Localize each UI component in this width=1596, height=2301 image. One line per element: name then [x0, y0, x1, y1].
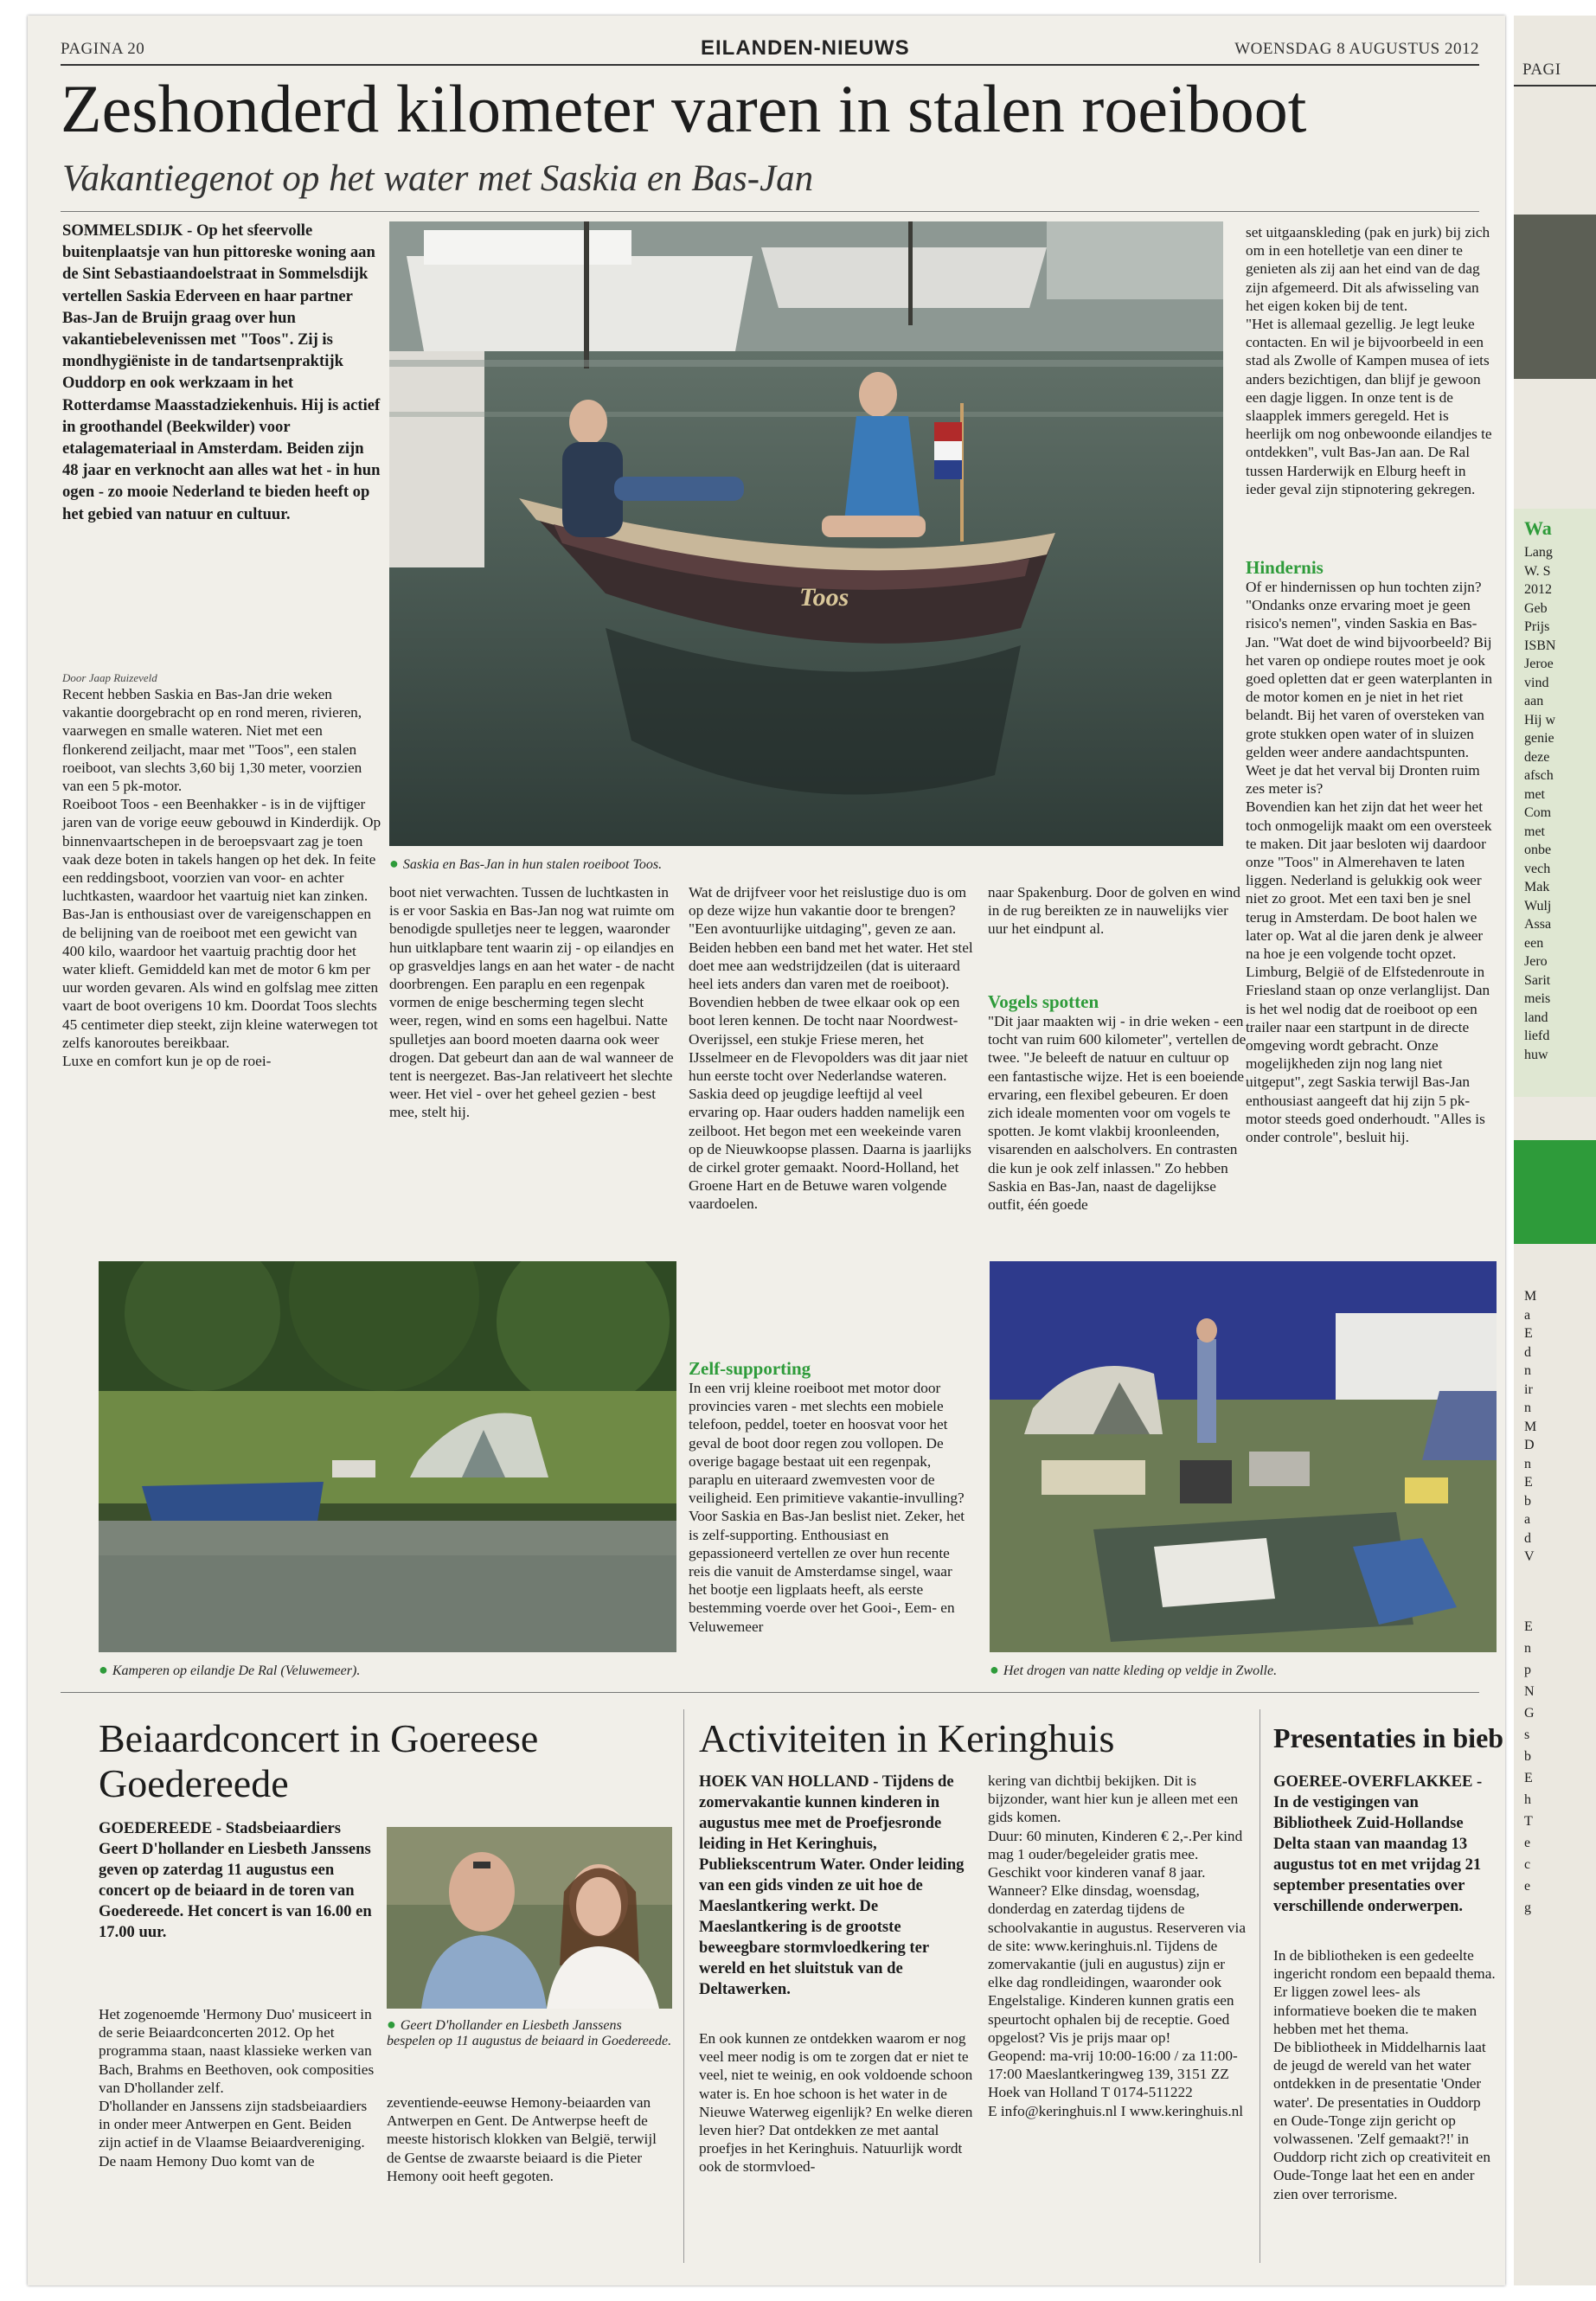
next-page-fragment: huw	[1524, 1047, 1548, 1062]
body-col4: naar Spakenburg. Door de golven en wind in de rug bereikten ze in nauwelijks vier uur het eindpunt al.	[988, 884, 1240, 938]
next-page-fragment: Jeroe	[1524, 657, 1554, 671]
next-page-fragment: s	[1524, 1727, 1530, 1742]
next-page-fragment: a	[1524, 1512, 1531, 1527]
next-page-fragment: ir	[1524, 1381, 1533, 1397]
next-page-fragment: Com	[1524, 805, 1552, 820]
next-page-photo	[1514, 215, 1596, 379]
drying-photo	[990, 1261, 1497, 1652]
bieb-title: Presentaties in bieb	[1273, 1722, 1504, 1753]
next-page-fragment: N	[1524, 1684, 1535, 1699]
caption-drying-text: Het drogen van natte kleding op veldje in Zwolle.	[1003, 1663, 1278, 1678]
body-col4b: "Dit jaar maakten wij - in drie weken - een tocht van ruim 600 kilometer", vertellen de twee. "Je beleeft de natuur en cultuur op een fantastische wijze. Het is een boeiende ervaring, een flexibel gebeuren. Er doen zich ideale momenten voor om vogels te spotten. Je komt vlakbij kroonleenden, visarenden en aalscholvers. En contrasten die kun je ook zelf inlassen." Zo hebben Saskia en Bas-Jan, naast de dagelijkse outfit, één goede	[988, 1013, 1247, 1214]
next-page-fragment: e	[1524, 1879, 1531, 1894]
next-page-fragment: aan	[1524, 694, 1544, 708]
next-page-fragment: afsch	[1524, 768, 1554, 783]
issue-date: WOENSDAG 8 AUGUSTUS 2012	[1234, 40, 1479, 58]
next-page-fragment: c	[1524, 1857, 1531, 1872]
keringhuis-title: Activiteiten in Keringhuis	[699, 1716, 1115, 1760]
caption-bullet-icon: ●	[990, 1661, 999, 1678]
next-page-fragment: Mak	[1524, 880, 1550, 894]
next-page-fragment: Geb	[1524, 600, 1548, 616]
boat-photo	[389, 221, 1223, 846]
next-page-green-block	[1514, 1140, 1596, 1244]
byline: Door Jaap Ruizeveld	[62, 671, 157, 684]
caption-beiaard	[387, 2016, 672, 2049]
next-page-fragment: Jero	[1524, 954, 1548, 969]
next-page-fragment: G	[1524, 1706, 1535, 1721]
boat-name-label: Toos	[799, 583, 849, 612]
subhead-vogels-spotten: Vogels spotten	[988, 991, 1099, 1012]
subhead-hindernis: Hindernis	[1246, 557, 1324, 578]
next-page-fragment: n	[1524, 1641, 1531, 1656]
next-page-fragment: T	[1524, 1814, 1533, 1829]
masthead: EILANDEN-NIEUWS	[701, 36, 910, 60]
body-col5b: Of er hindernissen op hun tochten zijn? "Ondanks onze ervaring moet je geen risico's nemen", vinden Saskia en Bas-Jan. "Wat doet de wind bijvoorbeeld? Bij het varen op ondiepe routes moet je ook goed opletten dat er geen waterplanten in de motor komen en je niet in het riet belandt. Bij het varen of oversteken van grote stukken open water of in sluizen gelden weer andere aandachtspunten. Weet je dat het verval bij Dronten ruim zes meter is? Bovendien kan het zijn dat het weer het toch onmogelijk maakt om een oversteek te maken. Dit jaar besloten wij daardoor onze "Toos" in Almerehaven te laten liggen. Nederland is gelukkig ook weer niet zo groot. Met een taxi ben je snel terug in Amsterdam. De boot halen we later op. Wat al die jaren denk je alweer na hoe je een volgende tocht opzet. Limburg, België of de Elfstedenroute in Friesland staan op onze verlanglijst. Dan is het wel nodig dat de roeiboot op een trailer naar een startpunt in de directe omgeving wordt gebracht. Onze mogelijkheden zijn nog lang niet uitgeput", zegt Saskia terwijl Bas-Jan enthousiast aangeeft dat hij zijn 5 pk-motor steeds goed onderhoudt. "Alles is onder controle", besluit hij.	[1246, 579, 1493, 1146]
next-page-fragment: Lang	[1524, 545, 1553, 560]
section-rule	[61, 1692, 1479, 1693]
body-col2: boot niet verwachten. Tussen de luchtkasten in is er voor Saskia en Bas-Jan nog wat ruimte om benodigde spulletjes neer te leggen, waaronder hun uitklapbare tent waarin zij - op eilandjes en op grasveldjes langs en aan het water - de nacht doorbrengen. Een paraplu en een regenpak vormen de enige bescherming tegen slecht weer, regen, wind en soms een hagelbui. Natte spulletjes aan boord moeten daarna ook weer drogen. Dat gebeurt dan aan de wal wanneer de tent is neergezet. Bas-Jan relativeert het slechte weer. Het viel - over het geheel gezien - best mee, stelt hij.	[389, 884, 675, 1121]
next-page-fragment: ISBN	[1524, 638, 1556, 653]
camp-photo	[99, 1261, 676, 1652]
next-page-fragment: Wulj	[1524, 898, 1552, 913]
caption-camp-photo	[99, 1661, 360, 1679]
next-page-fragment: E	[1524, 1475, 1533, 1490]
next-page-fragment: genie	[1524, 731, 1554, 746]
next-page-fragment: a	[1524, 1307, 1531, 1323]
next-page-fragment: met	[1524, 786, 1545, 802]
next-page-fragment: b	[1524, 1493, 1531, 1509]
next-page-fragments-3	[1524, 1616, 1593, 1919]
next-page-fragment: E	[1524, 1326, 1533, 1341]
beiaard-title: Beiaardconcert in Goereese Goedereede	[99, 1716, 539, 1805]
headline: Zeshonderd kilometer varen in stalen roeiboot	[61, 71, 1307, 146]
beiaard-lead: GOEDEREEDE - Stadsbeiaardiers Geert D'hollander en Liesbeth Janssens geven op zaterdag 11 augustus een concert op de beiaard in de toren van Goedereede. Het concert is van 16.00 en 17.00 uur.	[99, 1819, 372, 1941]
subhead-zelf-supporting: Zelf-supporting	[689, 1358, 811, 1379]
next-page-fragment: onbe	[1524, 843, 1552, 857]
caption-bullet-icon: ●	[389, 855, 399, 872]
next-page-fragment: E	[1524, 1771, 1533, 1785]
next-page-fragment: V	[1524, 1549, 1535, 1564]
subheadline-rule	[61, 211, 1479, 212]
next-page-fragment: d	[1524, 1344, 1531, 1360]
next-page-fragment: g	[1524, 1900, 1531, 1915]
body-col1: Recent hebben Saskia en Bas-Jan drie weken vakantie doorgebracht op en rond meren, rivieren, vaarwegen en smalle wateren. Niet met een flonkerend zeiljacht, maar met "Toos", een stalen roeiboot, van slechts 3,60 bij 1,30 meter, voorzien van een 5 pk-motor. Roeiboot Toos - een Beenhakker - is in de vijftiger jaren van de vorige eeuw gebouwd in Kinderdijk. Op binnenvaartschepen in de beroepsvaart zag je toen vaak deze boten in takels hangen op het dek. In feite een reddingsboot, voorzien van voor- en achter luchtkasten, waardoor het vaartuig niet kan zinken. Bas-Jan is enthousiast over de vareigenschappen en de belijning van de roeiboot met een gewicht van 400 kilo, waardoor het vaartuig prachtig door het water klieft. Gemiddeld kan met de motor 6 km per uur worden gevaren. Als wind en golfslag mee zitten vaart de boot overigens 10 km. Doordat Toos slechts 45 centimeter diep steekt, zijn kleine waterwegen tot zelfs kanoroutes bereikbaar. Luxe en comfort kun je op de roei-	[62, 686, 381, 1070]
next-page-fragments-2	[1524, 1287, 1593, 1567]
intro-paragraph: SOMMELSDIJK - Op het sfeervolle buitenplaatsje van hun pittoreske woning aan de Sint Sebastiaandoelstraat in Sommelsdijk vertellen Saskia Ederveen en haar partner Bas-Jan de Bruijn graag over hun vakantiebelevenissen met "Toos". Zij is mondhygiëniste in de tandartsenpraktijk Ouddorp en ook werkzaam in het Rotterdamse Maasstadziekenhuis. Hij is actief in groothandel (Beekwilder) voor etalagemateriaal in Amsterdam. Beiden zijn 48 jaar en verknocht aan alles wat het - in hun ogen - zo mooie Nederland te bieden heeft op het gebied van natuur en cultuur.	[62, 221, 381, 523]
next-page-fragment: W. S	[1524, 563, 1551, 579]
next-page-fragment: p	[1524, 1663, 1531, 1677]
beiaard-photo	[387, 1827, 672, 2009]
column-divider	[1259, 1709, 1260, 2263]
next-page-fragment: n	[1524, 1400, 1531, 1415]
header-rule	[61, 64, 1479, 66]
next-page-edge	[1514, 16, 1596, 2285]
next-page-fragment: liefd	[1524, 1029, 1550, 1043]
next-page-fragment: n	[1524, 1363, 1531, 1378]
next-page-fragment: e	[1524, 1836, 1531, 1850]
next-page-fragment: 2012	[1524, 582, 1552, 597]
next-page-fragment: meis	[1524, 991, 1551, 1006]
caption-main-text: Saskia en Bas-Jan in hun stalen roeiboot Toos.	[402, 857, 663, 872]
bieb-lead: GOEREE-OVERFLAKKEE - In de vestigingen van Bibliotheek Zuid-Hollandse Delta staan van maandag 13 augustus tot en met vrijdag 21 september presentaties over verschillende onderwerpen.	[1273, 1772, 1483, 1915]
next-page-fragment: met	[1524, 824, 1545, 839]
keringhuis-lead: HOEK VAN HOLLAND - Tijdens de zomervakantie kunnen kinderen in augustus mee met de Proefjesronde​leiding in Het Keringhuis, Publiekscentrum Water. Onder leiding van een gids vinden ze uit hoe de Maeslantkering werkt. De Maeslantkering is de grootste beweegbare stormvloedkering ter wereld en het sluitstuk van de Deltawerken.	[699, 1772, 965, 1998]
next-page-rule	[1514, 85, 1596, 87]
next-page-sidebar-box	[1514, 509, 1596, 1097]
next-page-fragment: Hij w	[1524, 712, 1555, 727]
next-page-fragment: d	[1524, 1530, 1531, 1546]
next-page-fragment: Assa	[1524, 917, 1552, 932]
next-page-fragment: h	[1524, 1792, 1531, 1807]
body-col3b: In een vrij kleine roeiboot met motor door provincies varen - met slechts een mobiele telefoon, peddel, toeter en hoosvat voor het geval de boot door regen zou vollopen. De overige bagage bestaat uit een regenpak, paraplu en uiteraard zwemvesten voor de veiligheid. Een primitieve vakantie-invulling? Voor Saskia en Bas-Jan beslist niet. Zeker, het is zelf-supporting. Enthousiast en gepassioneerd vertellen ze over hun recente reis die vanuit de Amsterdamse singel, waar het bootje een ligplaats heeft, als eerste bestemming voerde over het Gooi-, Eem- en Veluwemeer	[689, 1380, 965, 1635]
newspaper-page	[28, 16, 1505, 2285]
page-number: PAGINA 20	[61, 40, 145, 58]
caption-beiaard-text: Geert D'hollander en Liesbeth Janssens bespelen op 11 augustus de beiaard in Goedereede.	[387, 2018, 672, 2048]
next-page-fragment: Sarit	[1524, 972, 1551, 988]
beiaard-body1: Het zogenoemde 'Hermony Duo' musiceert in de serie Beiaardconcerten 2012. Op het programma staan, naast klassieke werken van Bach, Brahms en Beethoven, ook composities van D'hollander zelf. D'hollander en Janssens zijn stadsbeiaardiers in onder meer Antwerpen en Gent. Beiden zijn actief in de Vlaamse Beiaardvereniging. De naam Hemony Duo komt van de	[99, 2006, 375, 2170]
next-page-fragment: een	[1524, 935, 1544, 951]
keringhuis-body1: En ook kunnen ze ontdekken waarom er nog veel meer nodig is om te zorgen dat er niet te veel, niet te weinig, en ook voldoende schoon water is. En hoe schoon is het water in de Nieuwe Waterweg eigenlijk? En welke dieren leven hier? Dat ontdekken ze met aantal proefjes in het Keringhuis. Natuurlijk wordt ook de stormvloed-	[699, 2030, 973, 2176]
bieb-body: In de bibliotheken is een gedeelte ingericht rondom een bepaald thema. Er liggen zowel lees- als informatieve boeken die te maken hebben met het thema. De bibliotheek in Middelharnis laat de jeugd de wereld van het water ontdekken in de presentatie 'Onder water'. De presentaties in Ouddorp en Oude-Tonge zijn gericht op volwassenen. 'Zelf gemaakt?!' in Ouddorp richt zich op creativiteit en Oude-Tonge laat het een en ander zien over terrorisme.	[1273, 1947, 1496, 2202]
caption-main-photo	[389, 855, 662, 873]
body-col5: set uitgaanskleding (pak en jurk) bij zich om in een hotelletje van een diner te genieten als zij aan het eind van de dag zijn afgemeerd. Dit als afwisseling van het eigen koken bij de tent. "Het is allemaal gezellig. Je legt leuke contacten. En wil je bijvoorbeeld in een stad als Zwolle of Kampen musea of iets anders bezichtigen, dan blijf je gewoon een dagje liggen. In onze tent is de slaapplek immers geregeld. Het is heerlijk om nog onbewoonde eilandjes te ontdekken", vult Bas-Jan aan. De Ral tussen Harderwijk en Elburg heeft in ieder geval zijn stipnotering gekregen.	[1246, 224, 1492, 497]
caption-bullet-icon: ●	[387, 2016, 396, 2033]
column-divider	[683, 1709, 684, 2263]
next-page-fragments	[1524, 543, 1593, 1064]
keringhuis-body2: kering van dichtbij bekijken. Dit is bijzonder, want hier kun je alleen met een gids komen. Duur: 60 minuten, Kinderen € 2,-.Per kind mag 1 ouder/begeleider gratis mee. Geschikt voor kinderen vanaf 8 jaar. Wanneer? Elke dinsdag, woensdag, donderdag en zaterdag tijdens de schoolvakantie in augustus. Reserveren via de site: www.keringhuis.nl. Tijdens de zomervakantie (juli en augustus) zijn er elke dag rondleidingen, waaronder ook Engelstalige. Kinderen kunnen gratis een speurtocht ophalen bij de receptie. Goed opgelost? Vis je prijs maar op! Geopend: ma-vrij 10:00-16:00 / za 11:00-17:00 Maeslantkeringweg 139, 3151 ZZ Hoek van Holland T 0174-511222 E info@keringhuis.nl I www.keringhuis.nl	[988, 1772, 1247, 2119]
next-page-fragment: b	[1524, 1749, 1531, 1764]
subheadline: Vakantiegenot op het water met Saskia en Bas-Jan	[62, 158, 814, 199]
next-page-fragment: M	[1524, 1289, 1537, 1304]
next-page-fragment: Prijs	[1524, 619, 1550, 634]
caption-bullet-icon: ●	[99, 1661, 108, 1678]
caption-camp-text: Kamperen op eilandje De Ral (Veluwemeer).	[112, 1663, 361, 1678]
next-page-label: PAGI	[1522, 61, 1561, 79]
next-page-fragment: D	[1524, 1438, 1535, 1452]
next-page-fragment: M	[1524, 1419, 1537, 1434]
body-col3: Wat de drijfveer voor het reislustige duo is om op deze wijze hun vakantie door te brengen? "Een avontuurlijke uitdaging", geven ze aan. Beiden hebben een band met het water. Het stel doet mee aan wedstrijdzeilen (dat is uiteraard heel iets anders dan varen met de roeiboot). Bovendien hebben de twee elkaar ook op een boot leren kennen. De tocht naar Noordwest-Overijssel, een stukje Friese meren, het IJsselmeer en de Flevopolders was dit jaar niet hun eerste tocht over Nederlandse wateren. Saskia deed op jeugdige leeftijd al veel ervaring op. Haar ouders hadden namelijk een zeilboot. Het begon met een weekeinde varen op de Nieuwkoopse plassen. Daarna is jaarlijks de cirkel groter gemaakt. Noord-Holland, het Groene Hart en de Betuwe waren volgende vaardoelen.	[689, 884, 973, 1213]
next-page-fragment: n	[1524, 1456, 1531, 1471]
next-page-fragment: vech	[1524, 861, 1551, 876]
beiaard-body2: zeventiende-eeuwse Hemony-beiaarden van Antwerpen en Gent. De Antwerpse heeft de meeste historisch klokken van België, terwijl de Gentse de zwaarste beiaard is die Pieter Hemony ooit heeft gegoten.	[387, 2094, 657, 2184]
caption-drying-photo	[990, 1661, 1277, 1679]
next-page-fragment: vind	[1524, 675, 1549, 690]
next-page-fragment: E	[1524, 1619, 1533, 1634]
next-page-fragment: deze	[1524, 749, 1550, 765]
next-page-fragment: land	[1524, 1009, 1548, 1025]
next-page-sidebar-heading: Wa	[1524, 517, 1552, 539]
